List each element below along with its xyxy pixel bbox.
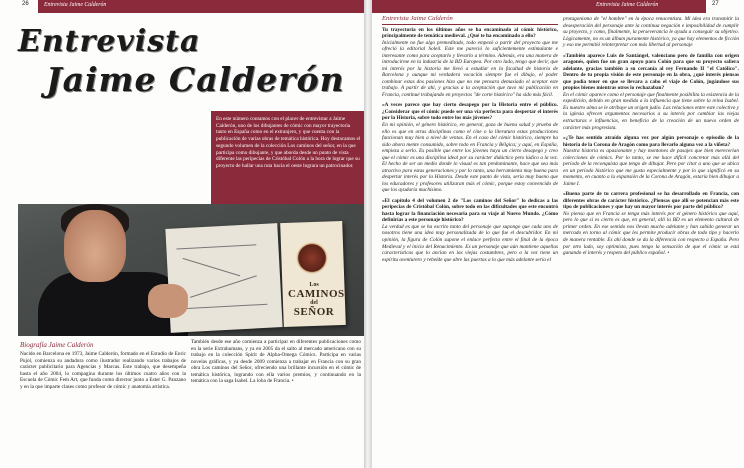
interview-question: «¿Te has sentido atraído alguna vez por algún personaje o episodio de la historia de la Corona de Aragón como para llevarlo alguna vez a la viñeta? xyxy=(563,135,739,148)
interview-answer: protagonismo de "el hombre" en la época renacentista. Mi idea era transmitir la desesperación del personaje ante la continua negación e imposibilidad de cumplir su proyecto, y como, finalmente, la perseverancia le ayuda a conseguir su objetivo. Lógicamente, no es un álbum puramente histórico, ya que hay elementos de ficción y eso me permitió reinterpretar con más libertad al personaje xyxy=(563,16,739,49)
bio-column-2: También desde ese año comienza a participar en diferentes publicaciones como en la serie Extrahumans, y ya en 2005 da el salto al mercado americano con su trabajo en la colección Spirit de Alpha-Omega Cómics. Participa en varias novelas gráficas, y ya desde 2009 comienza a trabajar en Francia con su gran obra Los caminos del Señor, ofreciendo una brillante incursión en el cómic de temática histórica, logrando con ella varios premios, y continuando en la temática con la saga Isabel. La loba de Francia. • xyxy=(191,339,361,385)
album-emblem xyxy=(296,242,328,274)
interview-question: «A veces parece que hay cierto desapego por la Historia entre el público. ¿Considerar que el cómic puede ser una vía perfecta para despertar el interés por la Historia, sobre todo entre los más jóvenes? xyxy=(382,102,558,122)
interview-answer: En mi opinión, el género histórico, en general, goza de buena salud y prueba de ello es que en otras disciplinas como el cine o la literatura estas producciones funcionan muy bien a nivel de ventas. En el caso del cómic histórico, siempre ha sido ahora mente consumido, sobre todo en Francia y Bélgica; y aquí, en España, empieza a serlo. Es posible que entre los jóvenes haya un cierto desapego y creo que el cómic es una disciplina ideal por su carácter didáctico pero lúdico a la vez. El hecho de ser un medio donde lo visual es tan predominante, hace que sea más atractivo para estas generaciones y por lo tanto, una herramienta muy buena para despertar interés por la Historia. Desde este punto de vista, sería muy bueno que los educadores y profesores utilizaran más el cómic, porque estoy convencido de que los ayudaría muchísimo. xyxy=(382,121,558,194)
title-line-2: Jaime Calderón xyxy=(46,60,345,99)
title-line-1: Entrevista xyxy=(18,24,201,59)
interview-answer: Inicialmente no fue algo premeditado, todo empezó a partir del proyecto que me ofreció la editorial Soleil. Este me pareció lo suficientemente estimulante e interesante como para aceptarlo y llevarlo a término. Además, era una manera de introducirme en la industria de la BD Europea. Por otro lado, tengo que decir, que mi interés por la historia me llevó a estudiar en la facultad de historia de Barcelona y aunque mi verdadera vocación siempre fue el dibujo, el poder combinar estas dos pasiones hizo que no me pensara demasiado el aceptar este trabajo. A partir de ahí, y gracias a la aceptación que tuvo mi publicación en Francia, continué trabajando en proyectos "de corte histórico" ha sido más fácil. xyxy=(382,39,558,98)
sketch-page xyxy=(165,223,282,333)
left-header-title: Entrevista Jaime Calderón xyxy=(44,2,107,8)
interview-question: «También aparece Luis de Santángel, valenciano pero de familia con origen aragonés, quien fue un gran apoyo para Colón para que su proyecto saliera adelante, gracias también a su cercanía al rey Fernando II "el Católico". Dentro de tu propia visión de este personaje en la obra, ¿qué interés piensas que podía tener en que se llevara a cabo el viaje de Colón, jugándose sus propios bienes mientras otros lo rechazaban? xyxy=(563,52,739,92)
left-page-number: 26 xyxy=(22,1,29,7)
interview-column-1 xyxy=(382,16,558,263)
interview-column-2 xyxy=(563,16,739,257)
bio-heading: Biografía Jaime Calderón xyxy=(20,341,94,349)
interview-answer: No pienso que en Francia se tenga más interés por el género histórico que aquí, pero lo que sí es cierto es que, en general, allí la BD es un elemento cultural de primer orden. En ese sentido nos llevan mucho adelante y han sabido generar un mercado en torno al cómic que les permite producir obras de todo tipo y hacerlo de manera rentable. Es ahí donde se da la diferencia con respecto a España. Pero por otro lado, soy optimista, pues tengo la sensación de que el cómic se está ganando el interés y respeto del público español. • xyxy=(563,210,739,257)
right-header-title: Entrevista Jaime Calderón xyxy=(596,2,659,8)
interview-question: «Buena parte de tu carrera profesional se ha desarrollado en Francia, con diferentes obras de carácter histórico. ¿Piensas que allí se potencian más este tipo de publicaciones y que hay un mayor interés por parte del público? xyxy=(563,191,739,211)
interview-paragraph: Tu trayectoria en los últimos años se ha encaminado al cómic histórico, principalmente de temática medieval. ¿Qué te ha encaminado a ello? xyxy=(382,26,558,40)
interview-answer: En el cómic aparece como el personaje que finalmente posibilita la existencia de la expedición, debido en gran medida a la influencia que tiene sobre la reina Isabel. Es nuestro alma se le atribuye un origen judío. Las relaciones entre este colectivo y la iglesia ofrecen argumentos necesarios a su interés por cambiar las viejas estructuras e influencias, en beneficio de la creación de un nuevo orden de carácter más progresista. xyxy=(563,91,739,131)
bio-column-1: Nacido en Barcelona en 1973, Jaime Calderón, formado en el Estudio de Enric Pujol, comienza su andadura como ilustrador realizando varios trabajos de carácter publicitario para Agencias y Marcas. Este trabajo, que desempeña hasta el año 2004, lo compagina durante los últimos cuatro años con la Escuela de Cómic Fem Art, que funda como director junto a Ester G. Panzano y en la que imparte clases como profesor de cómic y anatomía artística. xyxy=(20,351,186,390)
interview-answer: Nuestra historia es apasionante y hay montones de pasajes que bien merecerían colecciones de cómics. Por lo tanto, se me hace difícil concretar más allá del período de la reconquista que tengo de dibujar. Pero por citar a uno que se ubica en un período histórico que me gusta especialmente y por lo que significó en su momento, en cuanto a la expansión de la Corona de Aragón, estaría bien dibujar a Jaime I. xyxy=(563,148,739,187)
left-page xyxy=(0,0,364,468)
interview-heading: Entrevista Jaime Calderón xyxy=(382,16,558,25)
album-title: Los CAMINOS del SEÑOR xyxy=(288,282,345,318)
interview-answer: La verdad es que se ha escrito tanto del personaje que supongo que cada uno de nosotros tiene una idea muy personalizada de lo que fue el descubridor. En mi opinión, la figura de Colón supone el enlace perfecto entre el final de la época Medieval y el inicio del Renacimiento. Es un personaje que aún mantiene aquellas características que lo anclan en las viejas costumbres, pero a la vez tiene un espíritu aventurero y rebelde que abre las puertas a lo que más adelante sería el xyxy=(382,223,558,263)
page-gutter xyxy=(364,0,372,468)
intro-text: En este número contamos con el placer de entrevistar a Jaime Calderón, uno de los dibujantes de cómic con mayor trayectoria tanto en España como en el extranjero, y que cuenta con la publicación de varias obras de temática histórica. Hoy destacamos el segundo volumen de la colección Los caminos del señor, en la que participa como dibujante, y que aborda desde un punto de vista diferente las peripecias de Cristóbal Colón a la hora de lograr que su proyecto de hallar una ruta hacia el oeste lograra un patrocinador. xyxy=(216,116,361,169)
interview-question: «El capítulo 4 del volumen 2 de "Los caminos del Señor" lo dedicas a las peripecias de Cristóbal Colón, sobre todo en las dificultades que este encontró hasta lograr la financiación necesaria para su viaje al Nuevo Mundo. ¿Cómo definirías a este personaje histórico? xyxy=(382,197,558,224)
right-page-number: 27 xyxy=(712,1,719,7)
